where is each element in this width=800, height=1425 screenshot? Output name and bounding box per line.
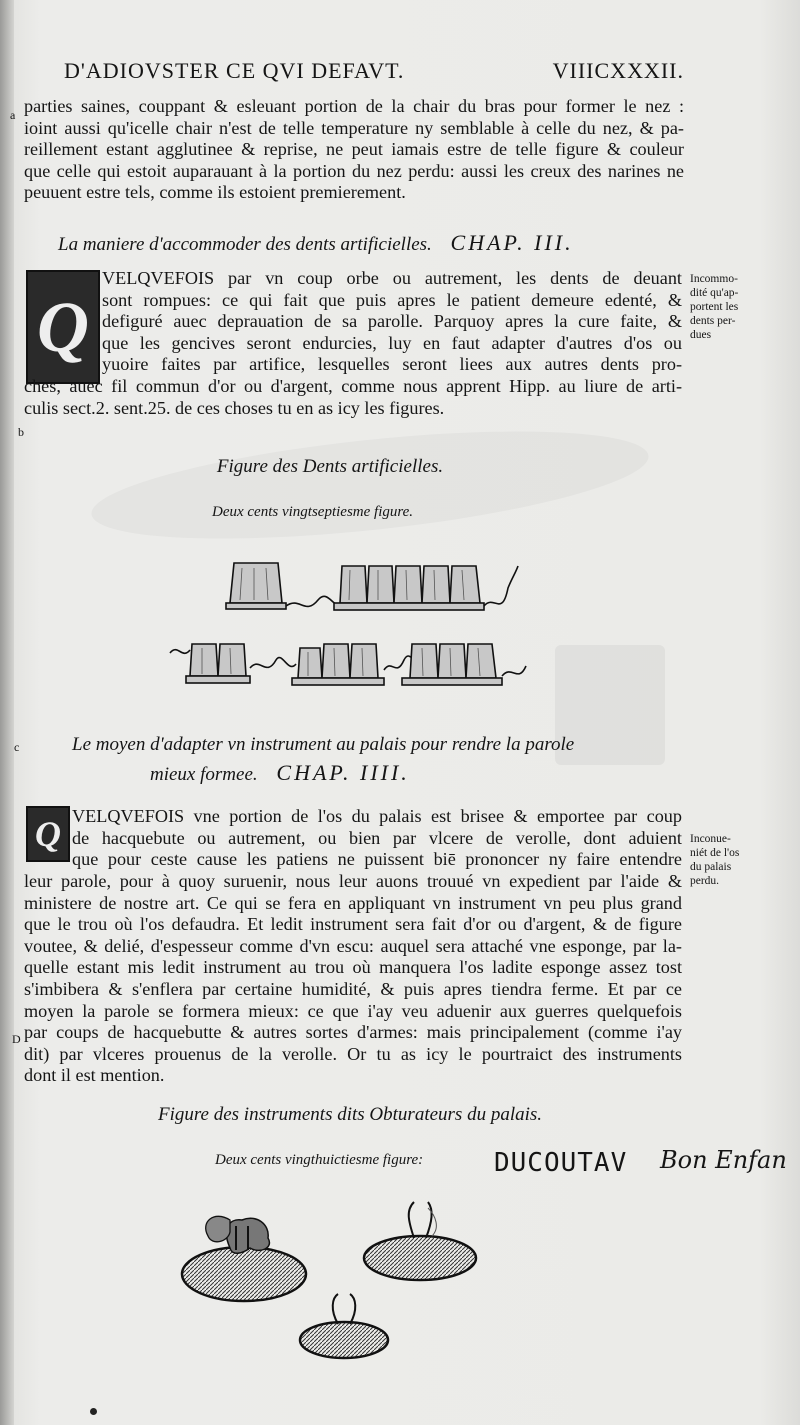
margin-mark: c: [14, 740, 20, 754]
text-line: voutee, & delié, d'espesseur comme d'vn escu: auquel sera attaché vne esponge, par la-: [24, 935, 682, 956]
artificial-teeth-illustration: [150, 548, 550, 708]
figure-2-title: Figure des instruments dits Obturateurs du palais.: [157, 1104, 543, 1125]
margin-note-teeth: Incommo- dité qu'ap- portent les dents per- dues: [690, 273, 739, 341]
figure-1-title: Figure des Dents artificielles.: [216, 456, 444, 477]
margin-mark: b: [18, 425, 24, 439]
margin-note-palate: Inconue- niét de l'os du palais perdu.: [690, 833, 740, 887]
text-line: de hacquebute ou autrement, ou bien par vlcere de verolle, dont aduient: [72, 827, 682, 848]
text-line: dont il est mention.: [24, 1065, 165, 1086]
text-line: s'imbibera & s'enflera par certaine humidité, & puis apres tiendra ferme. Et par ce: [24, 978, 682, 999]
text-line: dit) par vlceres prouenus de la verolle. Or tu as icy le pourtraict des instruments: [24, 1043, 682, 1064]
figure-1-caption: Deux cents vingtseptiesme figure.: [212, 504, 414, 520]
text-line: ministere de nostre art. Ce qui se fera en appliquant vn instrument vn peu plus grand: [24, 892, 682, 913]
text-line: que les gencives seront endurcies, luy en faut adapter d'autres d'os ou: [102, 332, 682, 353]
text-line: moyen la parole se formera mieux: ce que i'ay veu aduenir aux guerres quelquefois: [24, 1000, 682, 1021]
text-line: que pour ceste cause les patiens ne puissent biē prononcer ny faire entendre: [72, 849, 682, 870]
drop-cap-letter: Q: [37, 286, 89, 367]
chapter-4-heading-line2: [150, 760, 410, 786]
text-line: ioint aussi qu'icelle chair n'est de telle temperature ny semblable à celle du nez, & pa-: [24, 117, 684, 138]
page-gutter-shadow: [0, 0, 14, 1425]
text-line: culis sect.2. sent.25. de ces choses tu en as icy les figures.: [24, 397, 445, 418]
drop-cap-q-ornament: [26, 270, 100, 384]
margin-mark: a: [10, 108, 16, 122]
intro-paragraph: [24, 96, 684, 204]
text-line: quelle estant mis ledit instrument au trou où manquera l'os ladite esponge assez tost: [24, 957, 682, 978]
ink-spot: [90, 1408, 97, 1415]
chapter-4-label: CHAP. IIII.: [276, 760, 410, 785]
text-line: VELQVEFOIS par vn coup orbe ou autrement, les dents de deuant: [102, 268, 682, 288]
text-line: VELQVEFOIS vne portion de l'os du palais est brisee & emportee par coup: [72, 806, 682, 826]
text-line: par coups de hacquebutte & autres sortes d'armes: mais principalement (comme i'ay: [24, 1022, 682, 1043]
text-line: que le trou où l'os defaudra. Et ledit instrument sera fait d'or ou d'argent, & de figure: [24, 914, 682, 935]
running-title: D'ADIOVSTER CE QVI DEFAVT.: [64, 58, 405, 83]
text-line: ches, auec fil commun d'or ou d'argent, comme nous apprent Hipp. au liure de arti-: [24, 376, 682, 396]
text-line: defiguré auec deprauation de sa parolle. Parquoy apres la cure faite, &: [102, 311, 682, 332]
chapter-3-body-cont: [24, 376, 682, 419]
chapter-3-heading: [58, 230, 574, 256]
drop-cap-q-ornament: [26, 806, 70, 862]
text-line: yuoire faites par artifice, lesquelles seront liees aux autres dents pro-: [102, 354, 682, 375]
text-line: parties saines, couppant & esleuant portion de la chair du bras pour former le nez :: [24, 96, 684, 116]
running-header: [64, 58, 684, 84]
chapter-4-body-cont: [24, 871, 682, 1087]
folio-number: VIIICXXXII.: [552, 58, 684, 83]
chapter-4-title-line2: mieux formee.: [150, 764, 258, 785]
chapter-3-body: [102, 268, 682, 376]
palate-obturators-illustration: [170, 1190, 490, 1380]
margin-mark: D: [12, 1032, 21, 1046]
chapter-4-body: [72, 806, 682, 871]
handwritten-signature: Bon Enfan: [660, 1146, 787, 1174]
chapter-4-heading: [72, 734, 632, 756]
chapter-4-title-line1: Le moyen d'adapter vn instrument au palais pour rendre la parole: [72, 734, 575, 755]
text-line: que celle qui estoit auparauant à la portion du nez perdu: aussi les creux des narines ne: [24, 160, 684, 181]
bleed-through-shape: [87, 411, 653, 559]
figure-2-caption: Deux cents vingthuictiesme figure:: [215, 1152, 424, 1168]
text-line: sont rompues: ce qui fait que puis apres le patient demeure edenté, &: [102, 289, 682, 310]
text-line: reillement estant agglutinee & reprise, ne peut iamais estre de telle figure & couleur: [24, 139, 684, 160]
drop-cap-letter: Q: [35, 814, 61, 854]
chapter-3-title: La maniere d'accommoder des dents artificielles.: [58, 234, 432, 255]
text-line: leur parole, pour à quoy suruenir, nous leur auons trouué vn expedient par l'aide &: [24, 871, 682, 891]
text-line: peuuent estre tels, comme ils estoient premierement.: [24, 182, 406, 203]
handwritten-stamp: DUCOUTAV: [494, 1148, 628, 1178]
chapter-3-label: CHAP. III.: [450, 230, 574, 255]
